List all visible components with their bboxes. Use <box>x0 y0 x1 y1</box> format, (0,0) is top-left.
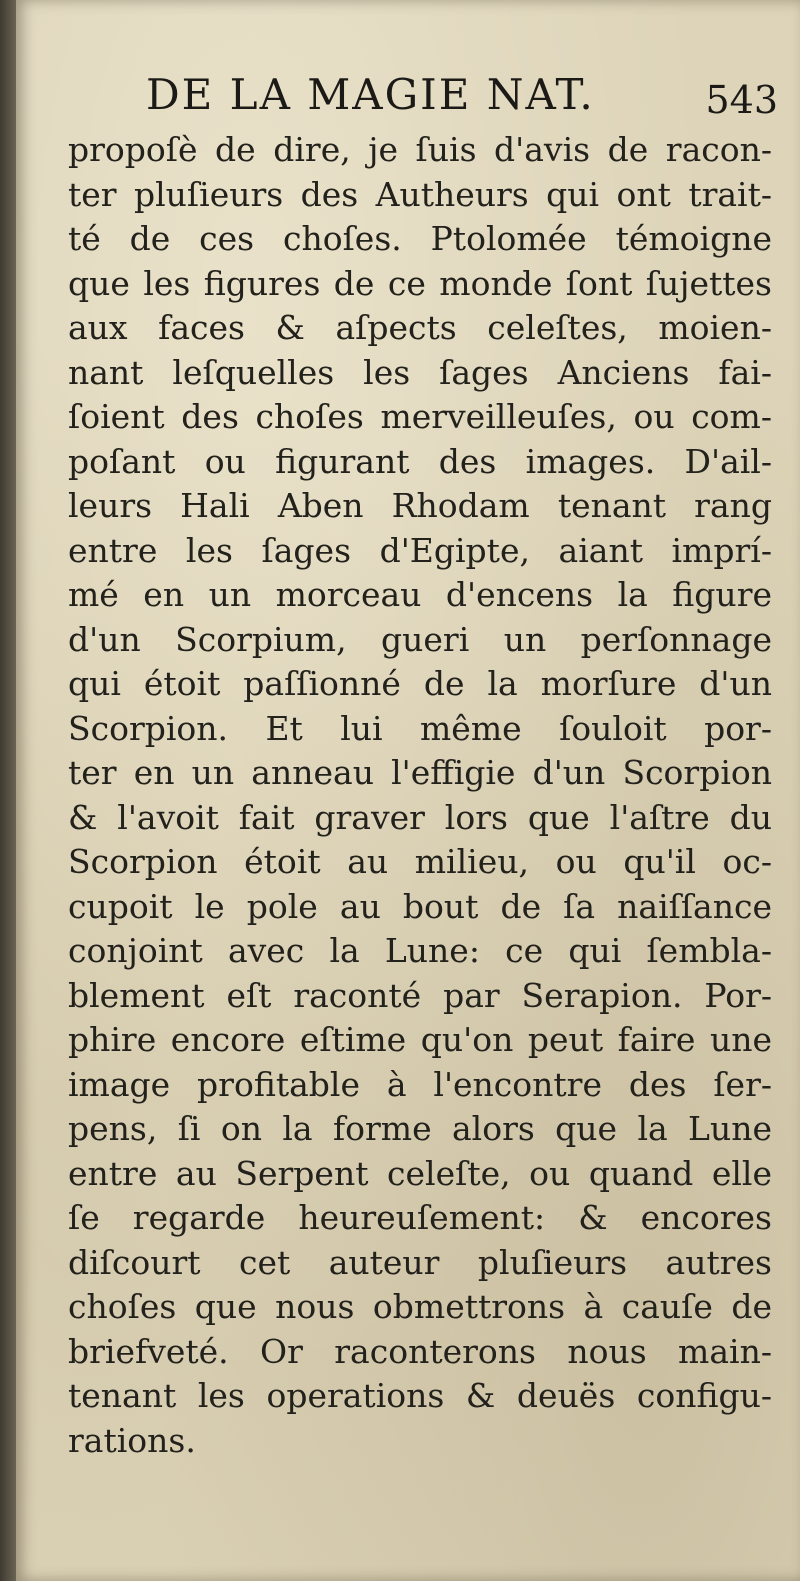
text-line: d'un Scorpium, gueri un perſonnage <box>68 619 772 659</box>
text-line: & l'avoit fait graver lors que l'aſtre du <box>68 797 772 837</box>
text-line: cupoit le pole au bout de ſa naiſſance <box>68 886 772 926</box>
text-line: que les figures de ce monde ſont ſujettes <box>68 263 772 303</box>
text-line: qui étoit paſſionné de la morſure d'un <box>68 664 772 703</box>
body-text <box>68 128 772 1463</box>
text-line: nant leſquelles les ſages Anciens fai- <box>68 352 772 392</box>
page-number: 543 <box>705 78 778 122</box>
text-line: image profitable à l'encontre des ſer- <box>68 1064 772 1104</box>
text-line: ſe regarde heureuſement: & encores <box>68 1198 772 1237</box>
text-line: ter pluſieurs des Autheurs qui ont trait- <box>68 174 772 214</box>
text-line: poſant ou figurant des images. D'ail- <box>68 441 772 481</box>
book-page <box>16 0 800 1581</box>
text-line: phire encore eſtime qu'on peut faire une <box>68 1020 772 1059</box>
text-line: leurs Hali Aben Rhodam tenant rang <box>68 486 772 525</box>
text-line: ter en un anneau l'effigie d'un Scorpion <box>68 753 772 792</box>
text-line: propoſè de dire, je ſuis d'avis de racon- <box>68 130 772 169</box>
text-line: entre au Serpent celeſte, ou quand elle <box>68 1153 772 1193</box>
text-line: ſoient des choſes merveilleuſes, ou com- <box>68 397 772 436</box>
text-line: tenant les operations & deuës configu- <box>68 1376 772 1415</box>
text-line: blement eſt raconté par Serapion. Por- <box>68 975 772 1015</box>
running-title: DE LA MAGIE NAT. <box>146 70 595 119</box>
text-line: rations. <box>68 1420 196 1460</box>
text-line: entre les ſages d'Egipte, aiant imprí- <box>68 530 772 570</box>
text-line: conjoint avec la Lune: ce qui ſembla- <box>68 931 772 970</box>
text-line: aux faces & aſpects celeſtes, moien- <box>68 308 772 347</box>
text-line: mé en un morceau d'encens la figure <box>68 575 772 614</box>
text-line: pens, ſi on la forme alors que la Lune <box>68 1109 772 1148</box>
text-line: diſcourt cet auteur pluſieurs autres <box>68 1242 772 1282</box>
text-line: Scorpion étoit au milieu, ou qu'il oc- <box>68 842 772 881</box>
text-line: té de ces choſes. Ptolomée témoigne <box>68 219 772 258</box>
text-line: choſes que nous obmettrons à cauſe de <box>68 1287 772 1326</box>
text-line: Scorpion. Et lui même ſouloit por- <box>68 708 772 748</box>
text-line: briefveté. Or raconterons nous main- <box>68 1331 772 1371</box>
running-head <box>146 70 782 130</box>
